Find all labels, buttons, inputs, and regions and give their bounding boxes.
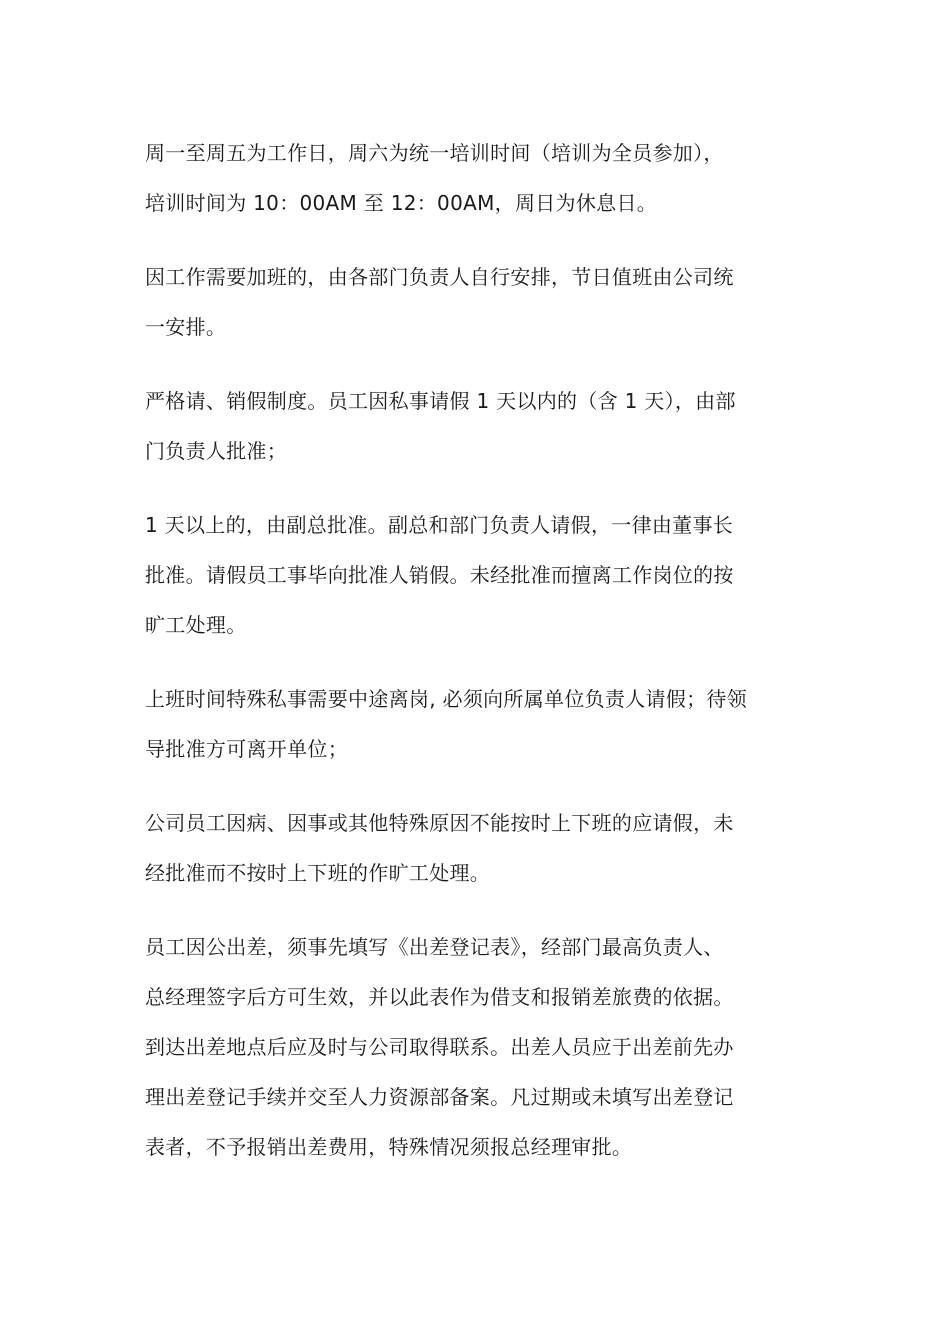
text-line: 旷工处理。 [145,613,247,637]
paragraph-leave-policy [145,376,810,476]
paragraph-overtime [145,252,810,352]
paragraph-work-days [145,128,810,228]
text-line: 总经理签字后方可生效，并以此表作为借支和报销差旅费的依据。 [145,985,734,1009]
text-line: 导批准方可离开单位； [145,737,348,761]
text-line: 到达出差地点后应及时与公司取得联系。出差人员应于出差前先办 [145,1035,734,1059]
paragraph-business-trip [145,922,810,1172]
paragraph-sick-leave [145,798,810,898]
text-line: 公司员工因病、因事或其他特殊原因不能按时上下班的应请假，未 [145,811,734,835]
text-line: 因工作需要加班的，由各部门负责人自行安排，节日值班由公司统 [145,265,734,289]
text-line: 门负责人批准； [145,439,288,463]
text-line: 一安排。 [145,315,227,339]
text-line: 严格请、销假制度。员工因私事请假 1 天以内的（含 1 天），由部 [145,389,736,413]
text-line: 表者，不予报销出差费用，特殊情况须报总经理审批。 [145,1135,633,1159]
paragraph-leave-approval [145,500,810,650]
text-line: 周一至周五为工作日，周六为统一培训时间（培训为全员参加）， [145,141,724,165]
text-line: 培训时间为 10：00AM 至 12：00AM，周日为休息日。 [145,191,658,215]
text-line: 批准。请假员工事毕向批准人销假。未经批准而擅离工作岗位的按 [145,563,734,587]
text-line: 员工因公出差，须事先填写《出差登记表》，经部门最高负责人、 [145,935,724,959]
text-line: 上班时间特殊私事需要中途离岗, 必须向所属单位负责人请假；待领 [145,687,748,711]
paragraph-leaving-post [145,674,810,774]
text-line: 经批准而不按时上下班的作旷工处理。 [145,861,491,885]
text-line: 理出差登记手续并交至人力资源部备案。凡过期或未填写出差登记 [145,1085,734,1109]
document-body [145,128,810,1196]
text-line: 1 天以上的，由副总批准。副总和部门负责人请假，一律由董事长 [145,513,734,537]
